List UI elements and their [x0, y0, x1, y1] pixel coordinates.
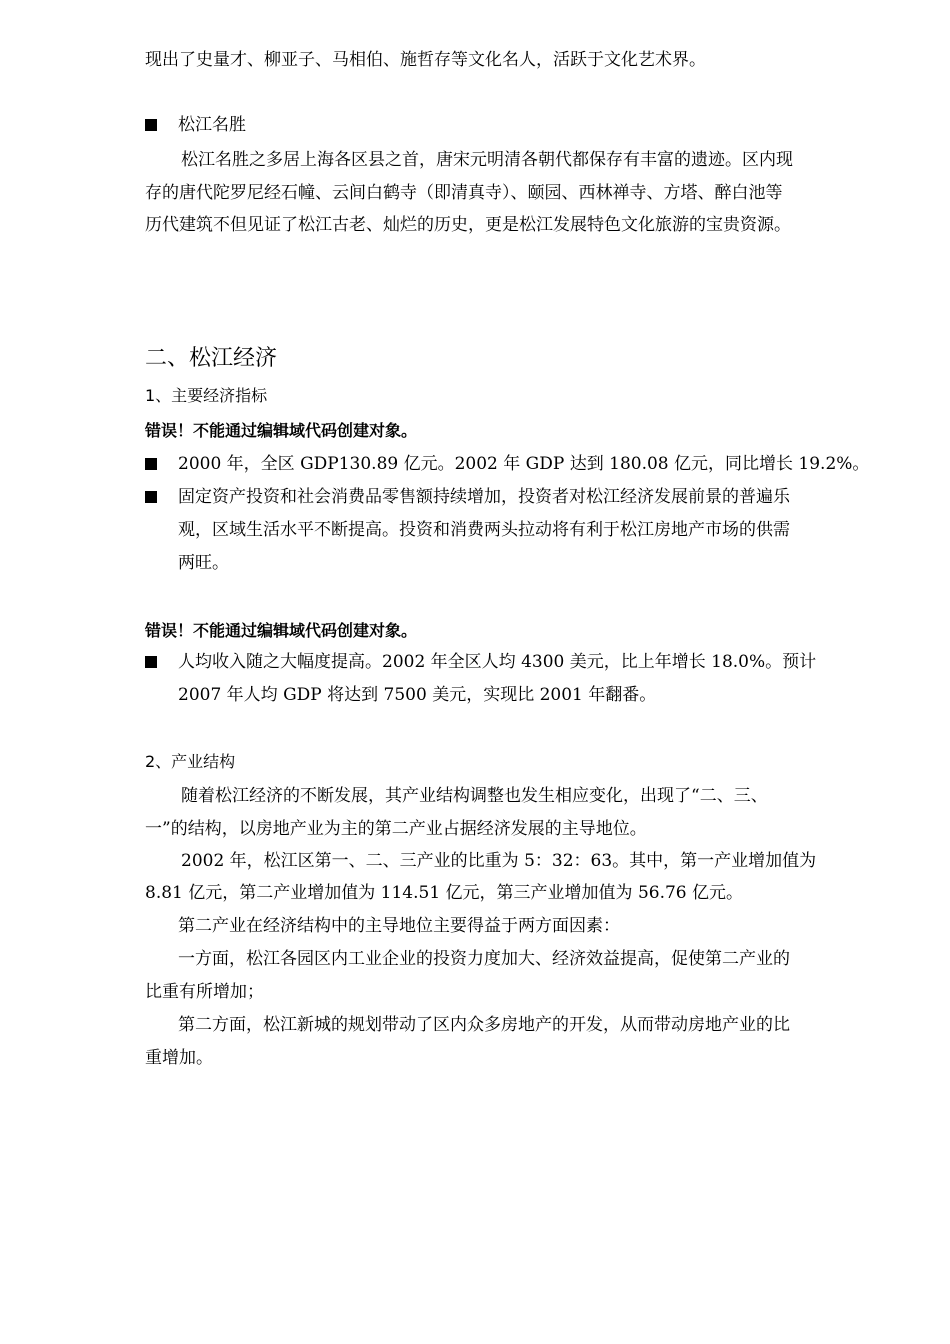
bullet-square-icon — [145, 119, 157, 131]
bullet-investment-line: 观，区域生活水平不断提高。投资和消费两头拉动将有利于松江房地产市场的供需 — [178, 520, 790, 540]
subsection-title-indicators: 1、主要经济指标 — [145, 386, 268, 405]
field-error-message: 错误！不能通过编辑域代码创建对象。 — [145, 621, 418, 640]
bullet-gdp: 2000 年，全区 GDP130.89 亿元。2002 年 GDP 达到 180.08 亿元，同比增长 19.2%。 — [178, 454, 870, 474]
industry-paragraph-line: 随着松江经济的不断发展，其产业结构调整也发生相应变化，出现了“二、三、 — [181, 786, 768, 806]
industry-paragraph-line: 一”的结构，以房地产业为主的第二产业占据经济发展的主导地位。 — [145, 819, 647, 839]
scenic-paragraph-line: 历代建筑不但见证了松江古老、灿烂的历史，更是松江发展特色文化旅游的宝贵资源。 — [145, 215, 791, 235]
bullet-income-line: 人均收入随之大幅度提高。2002 年全区人均 4300 美元，比上年增长 18.0%。预计 — [178, 652, 817, 672]
bullet-square-icon — [145, 458, 157, 470]
bullet-square-icon — [145, 491, 157, 503]
scenic-paragraph-line: 存的唐代陀罗尼经石幢、云间白鹤寺（即清真寺）、颐园、西林禅寺、方塔、醉白池等 — [145, 183, 783, 203]
culture-intro-tail: 现出了史量才、柳亚子、马相伯、施哲存等文化名人，活跃于文化艺术界。 — [145, 50, 706, 70]
subsection-title-industry: 2、产业结构 — [145, 752, 236, 771]
field-error-message: 错误！不能通过编辑域代码创建对象。 — [145, 421, 418, 440]
scenic-paragraph-line: 松江名胜之多居上海各区县之首，唐宋元明清各朝代都保存有丰富的遗迹。区内现 — [181, 150, 793, 170]
industry-paragraph-line: 第二方面，松江新城的规划带动了区内众多房地产的开发，从而带动房地产业的比 — [178, 1015, 790, 1035]
industry-paragraph-line: 重增加。 — [145, 1048, 213, 1068]
industry-paragraph-line: 2002 年，松江区第一、二、三产业的比重为 5：32：63。其中，第一产业增加值为 — [181, 851, 817, 871]
bullet-investment-line: 固定资产投资和社会消费品零售额持续增加，投资者对松江经济发展前景的普遍乐 — [178, 487, 790, 507]
bullet-income-line: 2007 年人均 GDP 将达到 7500 美元，实现比 2001 年翻番。 — [178, 685, 657, 705]
industry-paragraph-line: 8.81 亿元，第二产业增加值为 114.51 亿元，第三产业增加值为 56.76 亿元。 — [145, 883, 744, 903]
section-title: 二、松江经济 — [145, 346, 278, 371]
bullet-investment-line: 两旺。 — [178, 553, 229, 573]
scenic-heading: 松江名胜 — [178, 115, 246, 135]
industry-paragraph-line: 比重有所增加； — [145, 982, 264, 1002]
industry-paragraph-line: 一方面，松江各园区内工业企业的投资力度加大、经济效益提高，促使第二产业的 — [178, 949, 790, 969]
bullet-square-icon — [145, 656, 157, 668]
industry-paragraph-line: 第二产业在经济结构中的主导地位主要得益于两方面因素： — [178, 916, 620, 936]
